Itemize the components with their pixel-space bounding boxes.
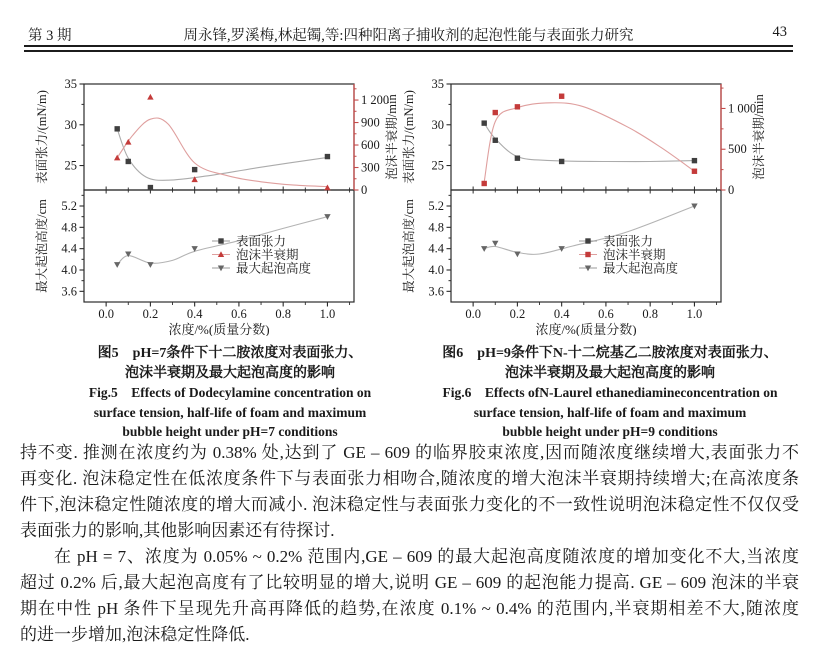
x-tick-label: 0.4 bbox=[186, 307, 203, 321]
泡沫半衰期-curve bbox=[117, 118, 327, 187]
泡沫半衰期-point bbox=[147, 94, 153, 100]
bottom-left-axis-label: 最大起泡高度/cm bbox=[402, 199, 416, 293]
left-tick-label: 4.4 bbox=[61, 241, 77, 256]
left-tick-label: 4.0 bbox=[61, 263, 77, 277]
figure5-caption-en-line3: bubble height under pH=7 conditions bbox=[122, 424, 338, 439]
figure5-caption-zh-line2: 泡沫半衰期及最大起泡高度的影响 bbox=[125, 365, 335, 381]
bottom-panel-frame bbox=[451, 190, 721, 302]
left-tick-label: 35 bbox=[64, 77, 77, 91]
表面张力-point bbox=[493, 138, 498, 143]
legend-label: 泡沫半衰期 bbox=[236, 248, 299, 262]
x-tick-label: 1.0 bbox=[319, 307, 336, 321]
泡沫半衰期-point bbox=[515, 104, 520, 109]
legend-label: 最大起泡高度 bbox=[236, 261, 312, 276]
表面张力-point bbox=[481, 120, 486, 125]
left-tick-label: 4.8 bbox=[61, 220, 77, 235]
left-tick-label: 25 bbox=[431, 158, 444, 173]
legend-label: 表面张力 bbox=[603, 234, 654, 249]
泡沫半衰期-point bbox=[559, 94, 564, 99]
left-tick-label: 4.8 bbox=[428, 220, 444, 235]
left-tick-label: 3.6 bbox=[428, 284, 444, 299]
泡沫半衰期-point bbox=[125, 139, 131, 145]
表面张力-curve bbox=[117, 129, 327, 180]
x-tick-label: 0.6 bbox=[598, 307, 614, 321]
figure5-caption-en-line2: surface tension, half-life of foam and maximum bbox=[93, 404, 367, 420]
right-tick-label: 600 bbox=[361, 138, 380, 153]
figure6-caption-en-line3: bubble height under pH=9 conditions bbox=[502, 424, 718, 439]
figure5-caption-zh-line1: 图5 pH=7条件下十二胺浓度对表面张力、 bbox=[97, 346, 363, 361]
chart-root bbox=[401, 77, 766, 336]
page-header bbox=[24, 24, 793, 44]
left-tick-label: 25 bbox=[64, 158, 77, 173]
right-tick-label: 900 bbox=[361, 115, 380, 130]
chart-root bbox=[34, 77, 399, 336]
body-line: 超过 0.2% 后,最大起泡高度有了比较明显的增大,说明 GE – 609 的起泡能力提高. GE – 609 泡沫的半衰 bbox=[20, 573, 799, 592]
泡沫半衰期-point bbox=[493, 110, 498, 115]
body-line: 件下,泡沫稳定性随浓度的增大而减小. 泡沫稳定性与表面张力变化的不一致性说明泡沫稳定性不仅仅受 bbox=[20, 495, 799, 514]
legend bbox=[212, 234, 312, 276]
figure5-caption bbox=[48, 344, 412, 442]
legend-marker-square bbox=[585, 238, 590, 243]
header-rule bbox=[24, 45, 793, 52]
x-tick-label: 0.8 bbox=[642, 307, 658, 321]
right-tick-label: 1 000 bbox=[728, 101, 757, 116]
表面张力-point bbox=[692, 158, 697, 163]
x-tick-label: 0.0 bbox=[465, 307, 481, 321]
x-tick-label: 0.8 bbox=[275, 307, 291, 321]
figure6-caption-zh-line2: 泡沫半衰期及最大起泡高度的影响 bbox=[505, 365, 715, 381]
right-axis-label: 泡沫半衰期/min bbox=[752, 94, 766, 180]
right-tick-label: 1 200 bbox=[361, 93, 390, 108]
figure6-caption-zh-line1: 图6 pH=9条件下N-十二烷基乙二胺浓度对表面张力、 bbox=[442, 346, 778, 361]
figure6-chart bbox=[393, 74, 778, 336]
泡沫半衰期-point bbox=[324, 185, 330, 191]
legend-marker-square bbox=[585, 252, 590, 257]
最大起泡高度-point bbox=[492, 241, 498, 247]
legend-label: 最大起泡高度 bbox=[603, 261, 679, 276]
page-number: 43 bbox=[772, 24, 787, 40]
left-tick-label: 5.2 bbox=[428, 199, 444, 213]
泡沫半衰期-point bbox=[114, 155, 120, 161]
body-line: 的进一步增加,泡沫稳定性降低. bbox=[20, 625, 250, 644]
body-line: 期在中性 pH 条件下呈现先升高再降低的趋势,在浓度 0.1% ~ 0.4% 的范围内,半衰期相差不大,随浓度 bbox=[20, 599, 799, 618]
表面张力-point bbox=[126, 159, 131, 164]
body-line: 在 pH = 7、浓度为 0.05% ~ 0.2% 范围内,GE – 609 的最大起泡高度随浓度的增加变化不大,当浓度 bbox=[54, 547, 799, 566]
x-tick-label: 0.4 bbox=[553, 307, 570, 321]
figure6-caption-en-line2: surface tension, half-life of foam and maximum bbox=[473, 404, 747, 420]
表面张力-point bbox=[148, 185, 153, 190]
left-tick-label: 30 bbox=[431, 117, 444, 132]
right-axis-label: 泡沫半衰期/min bbox=[385, 94, 399, 180]
泡沫半衰期-curve bbox=[484, 103, 694, 182]
body-text bbox=[20, 441, 799, 649]
最大起泡高度-point bbox=[114, 262, 120, 268]
top-left-axis-label: 表面张力/(mN/m) bbox=[402, 90, 416, 184]
表面张力-point bbox=[192, 167, 197, 172]
running-title: 周永锋,罗溪梅,林起镯,等:四种阳离子捕收剂的起泡性能与表面张力研究 bbox=[183, 28, 634, 44]
right-tick-label: 0 bbox=[361, 183, 368, 197]
figure5-caption-en-line1: Fig.5 Effects of Dodecylamine concentration on bbox=[88, 385, 372, 400]
表面张力-point bbox=[114, 126, 119, 131]
paragraph-1 bbox=[20, 441, 799, 545]
left-tick-label: 4.4 bbox=[428, 241, 444, 256]
bottom-left-axis-label: 最大起泡高度/cm bbox=[35, 199, 49, 293]
x-axis-label: 浓度/%(质量分数) bbox=[168, 322, 270, 336]
right-tick-label: 500 bbox=[728, 142, 747, 157]
body-line: 持不变. 推测在浓度约为 0.38% 处,达到了 GE – 609 的临界胶束浓度,因而随浓度继续增大,表面张力不 bbox=[20, 443, 799, 462]
泡沫半衰期-point bbox=[481, 181, 486, 186]
表面张力-point bbox=[559, 159, 564, 164]
body-line: 再变化. 泡沫稳定性在低浓度条件下与表面张力相吻合,随浓度的增大泡沫半衰期持续增大;在高浓度条 bbox=[20, 469, 799, 488]
right-tick-label: 300 bbox=[361, 160, 380, 175]
legend-label: 表面张力 bbox=[236, 234, 287, 249]
top-left-axis-label: 表面张力/(mN/m) bbox=[35, 90, 49, 184]
figure6-caption bbox=[418, 344, 802, 442]
表面张力-point bbox=[325, 154, 330, 159]
泡沫半衰期-point bbox=[692, 169, 697, 174]
bottom-panel-frame bbox=[84, 190, 354, 302]
x-tick-label: 0.2 bbox=[509, 307, 526, 321]
left-tick-label: 35 bbox=[431, 77, 444, 91]
legend-label: 泡沫半衰期 bbox=[603, 248, 666, 262]
left-tick-label: 3.6 bbox=[61, 284, 77, 299]
最大起泡高度-point bbox=[147, 262, 153, 268]
paragraph-2 bbox=[20, 545, 799, 649]
最大起泡高度-point bbox=[481, 246, 487, 252]
figure5-chart bbox=[26, 74, 411, 336]
x-tick-label: 0.6 bbox=[231, 307, 247, 321]
left-tick-label: 30 bbox=[64, 117, 77, 132]
left-tick-label: 5.2 bbox=[61, 199, 77, 213]
x-tick-label: 0.2 bbox=[142, 307, 159, 321]
issue-label: 第 3 期 bbox=[28, 28, 72, 44]
legend-marker-square bbox=[218, 238, 223, 243]
legend bbox=[579, 234, 679, 276]
right-tick-label: 0 bbox=[728, 183, 735, 197]
x-tick-label: 0.0 bbox=[98, 307, 114, 321]
body-line: 表面张力的影响,其他影响因素还有待探讨. bbox=[20, 521, 335, 540]
figure6-caption-en-line1: Fig.6 Effects ofN-Laurel ethanediamineconcentration on bbox=[442, 385, 778, 400]
x-tick-label: 1.0 bbox=[686, 307, 703, 321]
x-axis-label: 浓度/%(质量分数) bbox=[535, 322, 637, 336]
left-tick-label: 4.0 bbox=[428, 263, 444, 277]
表面张力-point bbox=[515, 156, 520, 161]
最大起泡高度-point bbox=[514, 251, 520, 257]
